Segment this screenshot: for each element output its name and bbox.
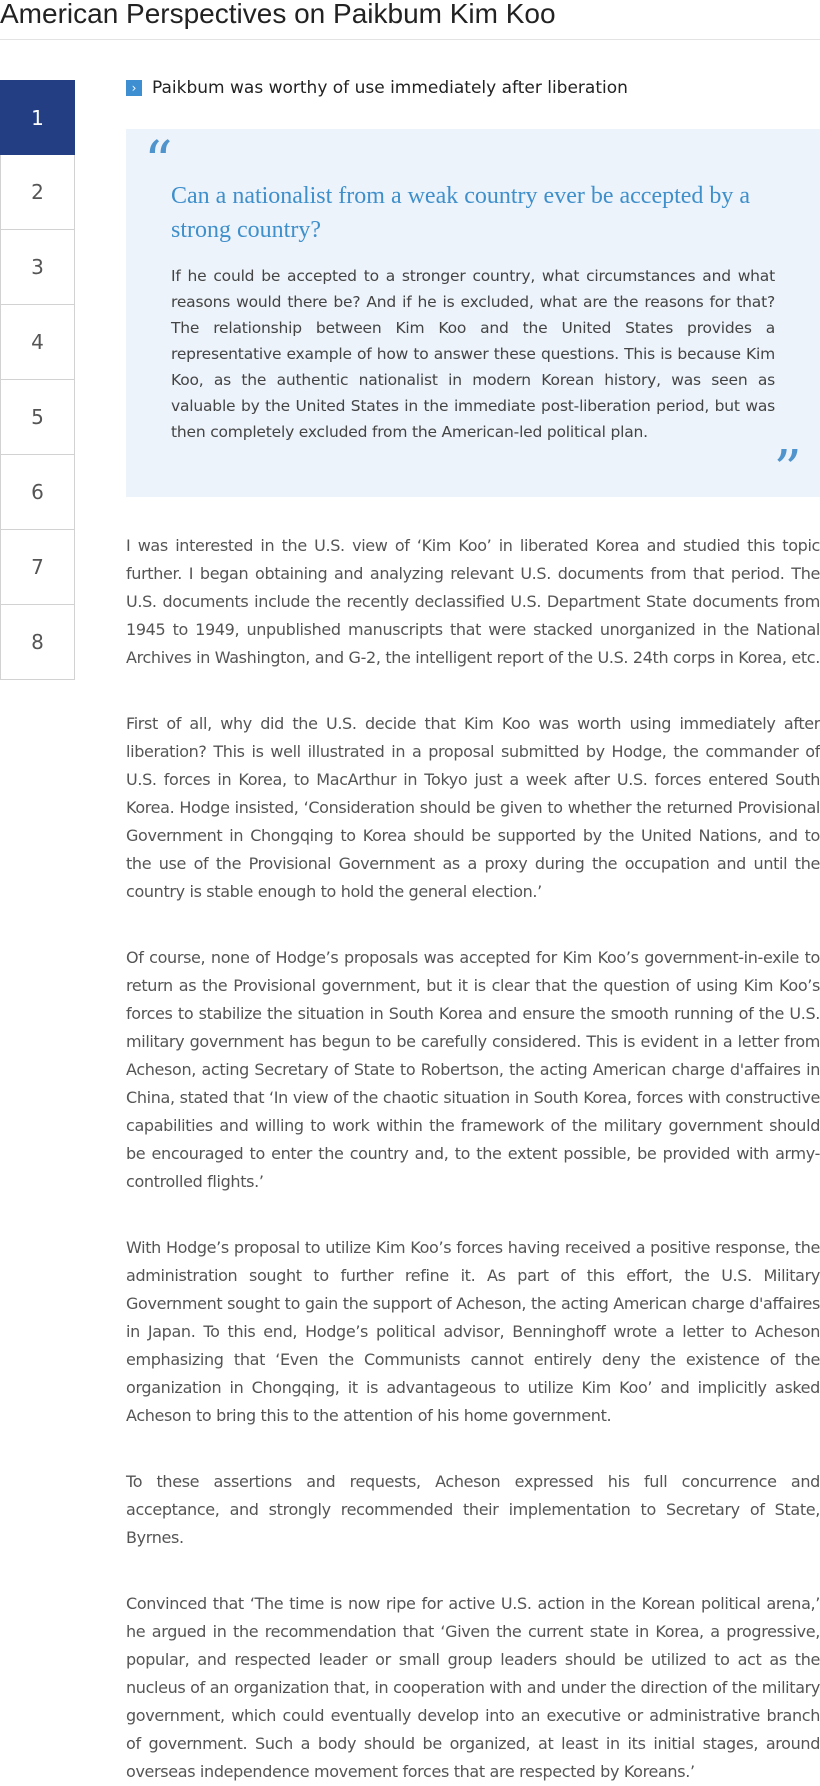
- chapter-tab-7[interactable]: 7: [0, 530, 75, 605]
- body-paragraph: I was interested in the U.S. view of ‘Kim Koo’ in liberated Korea and studied this topic further. I began obtaining and analyzing relevant U.S. documents from that period. The U.S. documents include the recently declassified U.S. Department State documents from 1945 to 1949, unpublished manuscripts that were stacked unorganized in the National Archives in Washington, and G-2, the intelligent report of the U.S. 24th corps in Korea, etc.: [126, 536, 820, 667]
- body-paragraph: Convinced that ‘The time is now ripe for active U.S. action in the Korean political arena,’ he argued in the recommendation that ‘Given the current state in Korea, a progressive, popular, and respected leader or small group leaders should be utilized to act as the nucleus of an organization that, in cooperation with and under the direction of the military government, which could eventually develop into an executive or administrative branch of government. Such a body should be organized, at least in its initial stages, around overseas independence movement forces that are respected by Koreans.’: [126, 1594, 820, 1781]
- chapter-tab-5[interactable]: 5: [0, 380, 75, 455]
- body-paragraph: To these assertions and requests, Acheson expressed his full concurrence and acceptance, and strongly recommended their implementation to Secretary of State, Byrnes.: [126, 1472, 820, 1547]
- title-divider: [0, 39, 820, 40]
- chapter-nav: [0, 80, 75, 680]
- section-heading: [126, 70, 820, 106]
- quote-question: Can a nationalist from a weak country ever be accepted by a strong country?: [171, 183, 751, 243]
- close-quote-icon: ”: [773, 449, 802, 493]
- chapter-tab-2[interactable]: 2: [0, 155, 75, 230]
- open-quote-icon: “: [144, 130, 173, 195]
- chapter-tab-8[interactable]: 8: [0, 605, 75, 680]
- pull-quote: [126, 129, 820, 497]
- chapter-tab-4[interactable]: 4: [0, 305, 75, 380]
- quote-body: If he could be accepted to a stronger country, what circumstances and what reasons would there be? And if he is excluded, what are the reasons for that? The relationship between Kim Koo and the United States provides a representative example of how to answer these questions. This is because Kim Koo, as the authentic nationalist in modern Korean history, was seen as valuable by the United States in the immediate post-liberation period, but was then completely excluded from the American-led political plan.: [171, 267, 775, 441]
- body-paragraph: With Hodge’s proposal to utilize Kim Koo’s forces having received a positive response, the administration sought to further refine it. As part of this effort, the U.S. Military Government sought to gain the support of Acheson, the acting American charge d'affaires in Japan. To this end, Hodge’s political advisor, Benninghoff wrote a letter to Acheson emphasizing that ‘Even the Communists cannot entirely deny the existence of the organization in Chongqing, it is advantageous to utilize Kim Koo’ and implicitly asked Acheson to bring this to the attention of his home government.: [126, 1238, 820, 1425]
- chapter-tab-6[interactable]: 6: [0, 455, 75, 530]
- chevron-right-icon: ›: [126, 80, 142, 96]
- page-title: American Perspectives on Paikbum Kim Koo: [0, 0, 556, 29]
- chapter-tab-1[interactable]: 1: [0, 80, 75, 155]
- body-paragraph: First of all, why did the U.S. decide that Kim Koo was worth using immediately after liberation? This is well illustrated in a proposal submitted by Hodge, the commander of U.S. forces in Korea, to MacArthur in Tokyo just a week after U.S. forces entered South Korea. Hodge insisted, ‘Consideration should be given to whether the returned Provisional Government in Chongqing to Korea should be supported by the United Nations, and to the use of the Provisional Government as a proxy during the occupation and until the country is stable enough to hold the general election.’: [126, 714, 820, 901]
- article-content: [126, 70, 820, 1786]
- chapter-tab-3[interactable]: 3: [0, 230, 75, 305]
- body-paragraph: Of course, none of Hodge’s proposals was accepted for Kim Koo’s government-in-exile to return as the Provisional government, but it is clear that the question of using Kim Koo’s forces to stabilize the situation in South Korea and ensure the smooth running of the U.S. military government has begun to be carefully considered. This is evident in a letter from Acheson, acting Secretary of State to Robertson, the acting American charge d'affaires in China, stated that ‘In view of the chaotic situation in South Korea, forces with constructive capabilities and willing to work within the framework of the military government should be encouraged to enter the country and, to the extent possible, be provided with army-controlled flights.’: [126, 948, 820, 1191]
- section-heading-text: Paikbum was worthy of use immediately after liberation: [152, 78, 628, 98]
